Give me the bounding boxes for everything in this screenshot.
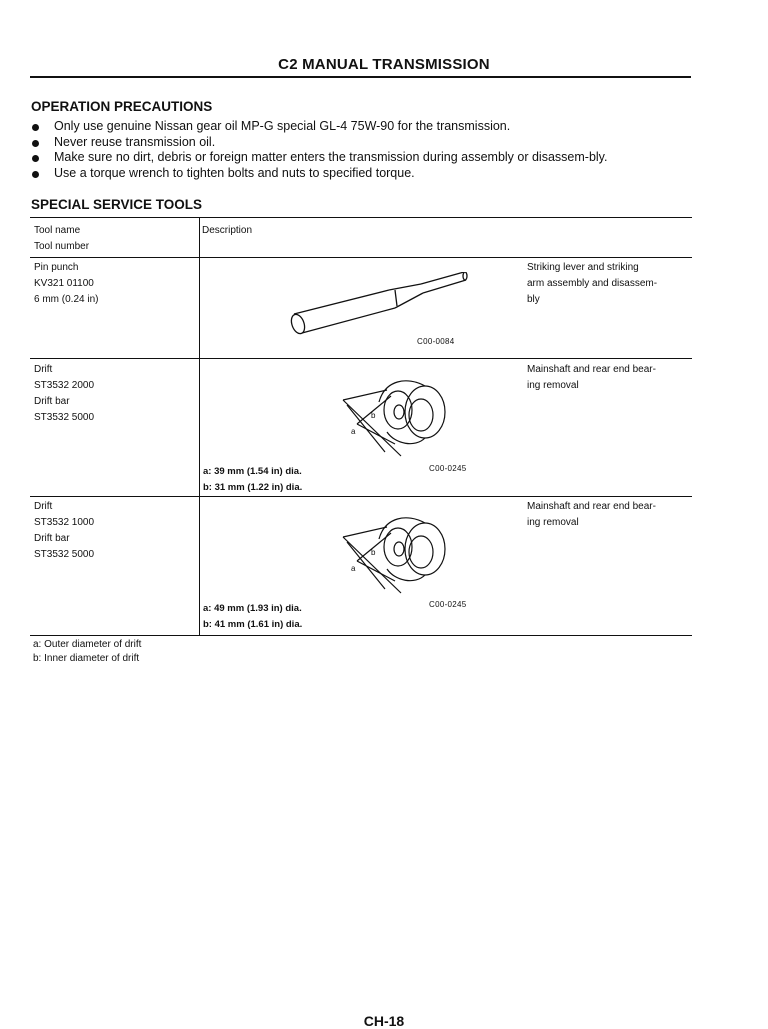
tool-name: Drift bar (34, 533, 70, 544)
precaution-text: Only use genuine Nissan gear oil MP-G special GL-4 75W-90 for the transmission. (54, 119, 511, 133)
tool-number: KV321 01100 (34, 278, 94, 289)
dimension-b: b: 31 mm (1.22 in) dia. (203, 482, 303, 493)
tool-use-line: arm assembly and disassem- (527, 278, 658, 289)
tool-use-cell (527, 362, 692, 394)
drift-illustration (335, 372, 450, 467)
footnote: a: Outer diameter of drift (33, 639, 142, 650)
tool-name: Drift bar (34, 396, 70, 407)
precautions-list (31, 119, 693, 181)
pin-punch-illustration (285, 272, 475, 342)
table-row (30, 260, 692, 360)
tool-number: ST3532 2000 (34, 380, 95, 391)
tool-use-cell (527, 260, 692, 308)
tool-name: Pin punch (34, 262, 79, 273)
tool-use-line: Mainshaft and rear end bear- (527, 501, 656, 512)
tool-use-line: Mainshaft and rear end bear- (527, 364, 656, 375)
svg-text:a: a (351, 564, 356, 573)
row-divider (30, 257, 692, 258)
dimension-a: a: 39 mm (1.54 in) dia. (203, 466, 302, 477)
header-tool-number-label: Tool number (34, 241, 90, 252)
list-item (31, 166, 693, 182)
precautions-heading: OPERATION PRECAUTIONS (31, 99, 213, 114)
precaution-text: Use a torque wrench to tighten bolts and nuts to specified torque. (54, 165, 415, 180)
special-tools-table (30, 217, 692, 636)
table-footnotes (33, 638, 141, 666)
svg-text:b: b (371, 548, 376, 557)
title-divider (30, 76, 691, 78)
precaution-text: Never reuse transmission oil. (54, 134, 216, 149)
header-tool-name (34, 223, 89, 255)
tool-name-cell (34, 260, 98, 308)
header-tool-name-label: Tool name (34, 225, 81, 236)
table-row (30, 362, 692, 496)
header-description-label: Description (202, 225, 253, 236)
page-title: C2 MANUAL TRANSMISSION (278, 56, 490, 73)
drift-illustration (335, 509, 450, 604)
footnote: b: Inner diameter of drift (33, 653, 140, 664)
tool-number: ST3532 5000 (34, 549, 95, 560)
tool-name: Drift (34, 501, 53, 512)
tool-name-cell (34, 362, 94, 426)
row-divider (30, 496, 692, 497)
svg-text:a: a (351, 427, 356, 436)
svg-text:b: b (371, 411, 376, 420)
bullet-icon (32, 124, 39, 131)
table-row (30, 499, 692, 633)
bullet-icon (32, 140, 39, 147)
dimension-b: b: 41 mm (1.61 in) dia. (203, 619, 303, 630)
bullet-icon (32, 171, 39, 178)
list-item (31, 119, 693, 135)
dimension-notes (203, 464, 302, 496)
bullet-icon (32, 155, 39, 162)
tool-name-cell (34, 499, 94, 563)
dimension-a: a: 49 mm (1.93 in) dia. (203, 603, 302, 614)
list-item (31, 150, 693, 166)
row-divider (30, 358, 692, 359)
tool-use-cell (527, 499, 692, 531)
list-item (31, 135, 693, 151)
page-number: CH-18 (363, 1013, 405, 1029)
dimension-notes (203, 601, 302, 633)
tool-use-line: ing removal (527, 380, 579, 391)
tool-use-line: bly (527, 294, 540, 305)
tool-use-line: ing removal (527, 517, 579, 528)
tool-number: ST3532 5000 (34, 412, 95, 423)
figure-code: C00-0084 (417, 337, 455, 346)
precaution-text: Make sure no dirt, debris or foreign matter enters the transmission during assembly or disassem-bly. (54, 150, 608, 164)
figure-code: C00-0245 (429, 600, 467, 609)
figure-code: C00-0245 (429, 464, 467, 473)
tools-heading: SPECIAL SERVICE TOOLS (31, 197, 203, 212)
tool-use-line: Striking lever and striking (527, 262, 639, 273)
tool-number: ST3532 1000 (34, 517, 95, 528)
tool-name: Drift (34, 364, 53, 375)
tool-size: 6 mm (0.24 in) (34, 294, 99, 305)
